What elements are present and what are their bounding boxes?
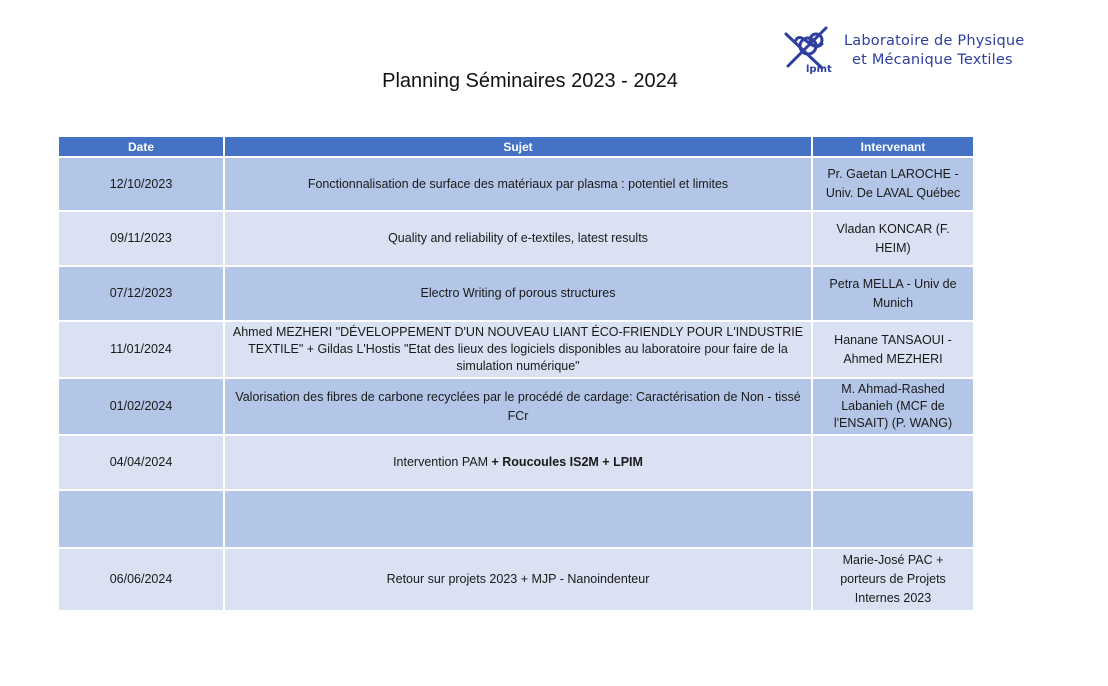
header-sujet: Sujet [225,137,811,156]
cell-intervenant: Petra MELLA - Univ de Munich [813,267,973,320]
cell-date: 04/04/2024 [59,436,223,489]
cell-intervenant: Vladan KONCAR (F. HEIM) [813,212,973,265]
cell-sujet: Quality and reliability of e-textiles, latest results [225,212,811,265]
sujet-bold-text: + Roucoules IS2M + LPIM [491,455,643,469]
cell-intervenant [813,491,973,547]
cell-sujet: Valorisation des fibres de carbone recyclées par le procédé de cardage: Caractérisation de Non - tissé FCr [225,379,811,434]
cell-sujet: Electro Writing of porous structures [225,267,811,320]
logo-line2: et Mécanique Textiles [852,52,1013,68]
table-row [59,436,973,489]
cell-date: 09/11/2023 [59,212,223,265]
table-row [59,491,973,547]
cell-date: 06/06/2024 [59,549,223,610]
lpmt-logo [782,20,1062,80]
logo-abbr: lpmt [806,64,832,75]
cell-intervenant: Pr. Gaetan LAROCHE - Univ. De LAVAL Québec [813,158,973,210]
cell-sujet [225,491,811,547]
table-row [59,158,973,210]
cell-date [59,491,223,547]
cell-date: 11/01/2024 [59,322,223,377]
table-row [59,379,973,434]
header-date: Date [59,137,223,156]
sujet-text: Intervention PAM [393,455,492,469]
cell-intervenant: Hanane TANSAOUI - Ahmed MEZHERI [813,322,973,377]
table-row [59,267,973,320]
cell-sujet: Ahmed MEZHERI "DÉVELOPPEMENT D'UN NOUVEAU LIANT ÉCO-FRIENDLY POUR L'INDUSTRIE TEXTILE" + Gildas L'Hostis "Etat des lieux des logiciels disponibles au laboratoire pour faire de la simulation numérique" [225,322,811,377]
cell-intervenant [813,436,973,489]
cell-intervenant: M. Ahmad-Rashed Labanieh (MCF de l'ENSAIT) (P. WANG) [813,379,973,434]
table-header-row [59,137,973,156]
cell-date: 07/12/2023 [59,267,223,320]
table-row [59,549,973,610]
cell-intervenant: Marie-José PAC + porteurs de Projets Internes 2023 [813,549,973,610]
header-intervenant: Intervenant [813,137,973,156]
table-row [59,322,973,377]
logo-text [844,32,1024,70]
page-title: Planning Séminaires 2023 - 2024 [382,70,678,92]
seminar-table [57,135,975,612]
cell-sujet: Retour sur projets 2023 + MJP - Nanoindenteur [225,549,811,610]
table-row [59,212,973,265]
cell-date: 12/10/2023 [59,158,223,210]
cell-sujet [225,436,811,489]
cell-sujet: Fonctionnalisation de surface des matériaux par plasma : potentiel et limites [225,158,811,210]
cell-date: 01/02/2024 [59,379,223,434]
logo-line1: Laboratoire de Physique [844,33,1025,49]
